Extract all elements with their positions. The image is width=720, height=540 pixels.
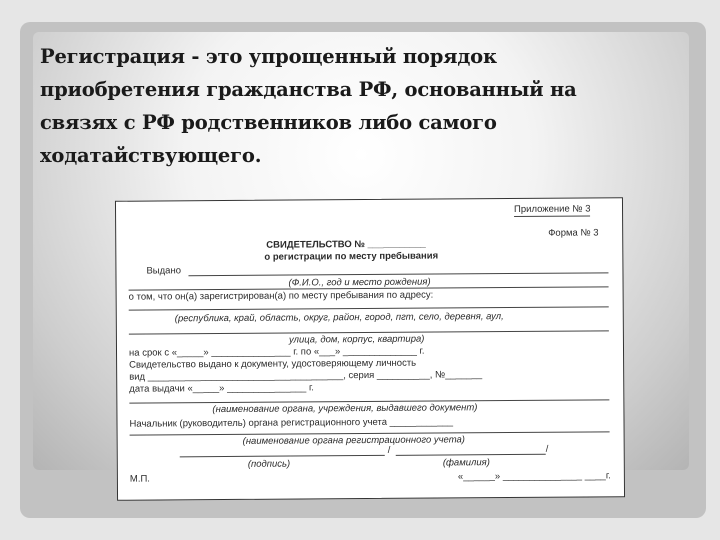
heading-line: Регистрация - это упрощенный порядок: [40, 45, 497, 68]
hint-fio: (Ф.И.О., год и место рождения): [288, 276, 431, 289]
hint-surname: (фамилия): [442, 457, 490, 469]
term-text: на срок с «_____» _______________ г. по «___» ______________ г.: [128, 345, 425, 359]
bottom-date: «______» _______________ ____г.: [457, 470, 611, 483]
signature-line: [180, 455, 385, 457]
registration-certificate-form: Приложение № 3 Форма № 3 СВИДЕТЕЛЬСТВО № ___________ о регистрации по месту пребывания Выдано (Ф.И.О., год и место рождения) о том, что он(а) зарегистрирован(а) по месту пребывания по адресу: (республика, край, область, округ, район, город, пгт, село, деревня, аул, улица, дом, корпус, квартира) на срок с «_____» _______________ г. по «___» ______________ г. Свидетельство выдано к документу, удостоверяющему личность вид _____________________________________, серия __________, №_______ дата выдачи «_____» _______________ г. (наименование органа, учреждения, выдавшего документ) Начальник (руководитель) органа регистрационного учета ____________ (наименование органа регистрационного учета) / / (подпись) (фамилия) М.П. «______» _______________ ____г.: [115, 197, 625, 501]
hint-region: (республика, край, область, округ, район, город, пгт, село, деревня, аул,: [174, 311, 504, 325]
hint-reg-org: (наименование органа регистрационного учета): [242, 434, 465, 447]
heading-line: приобретения гражданства РФ, основанный на: [40, 78, 577, 101]
hint-signature: (подпись): [247, 458, 291, 470]
certificate-subtitle: о регистрации по месту пребывания: [264, 250, 439, 263]
stamp-mark: М.П.: [129, 473, 150, 485]
issued-label: Выдано: [146, 265, 182, 277]
chief-text: Начальник (руководитель) органа регистрационного учета ____________: [129, 416, 454, 430]
issued-line: [188, 272, 608, 276]
form-number: Форма № 3: [548, 227, 599, 239]
slide-heading: [40, 40, 680, 172]
address-line: [129, 306, 609, 310]
surname-line: [396, 454, 546, 456]
hint-street: улица, дом, корпус, квартира): [288, 333, 425, 346]
registered-text: о том, что он(а) зарегистрирован(а) по месту пребывания по адресу:: [128, 289, 434, 303]
heading-line: связях с РФ родственников либо самого: [40, 111, 497, 134]
document-type-text: вид _____________________________________, серия __________, №_______: [129, 369, 483, 383]
issue-date-text: дата выдачи «_____» _______________ г.: [129, 382, 314, 395]
heading-line: ходатайствующего.: [40, 144, 262, 167]
hint-issuer: (наименование органа, учреждения, выдавшего документ): [212, 402, 478, 416]
appendix-label: Приложение № 3: [513, 203, 591, 215]
certificate-title: СВИДЕТЕЛЬСТВО № ___________: [266, 238, 426, 251]
document-text: Свидетельство выдано к документу, удостоверяющему личность: [129, 357, 417, 371]
